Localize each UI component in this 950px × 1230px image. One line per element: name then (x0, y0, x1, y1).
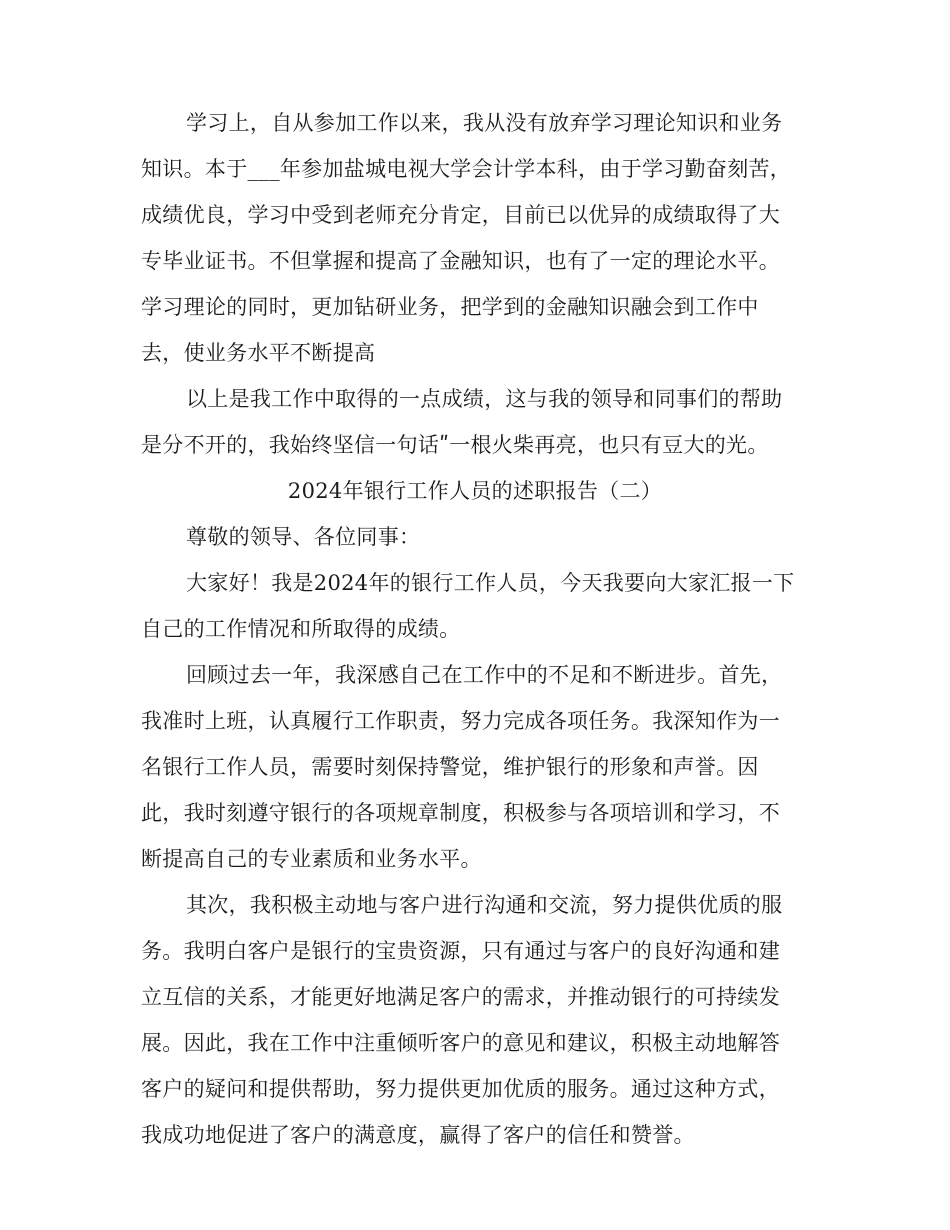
paragraph-line: 是分不开的，我始终坚信一句话ʺ一根火柴再亮，也只有豆大的光。 (141, 433, 769, 457)
paragraph-line: 务。我明白客户是银行的宝贵资源，只有通过与客户的良好沟通和建 (141, 939, 780, 963)
salutation: 尊敬的领导、各位同事： (186, 525, 421, 549)
paragraph-line: 知识。本于___年参加盐城电视大学会计学本科，由于学习勤奋刻苦， (141, 157, 792, 181)
paragraph-line: 展。因此，我在工作中注重倾听客户的意见和建议，积极主动地解答 (141, 1031, 780, 1055)
paragraph-line: 学习上，自从参加工作以来，我从没有放弃学习理论知识和业务 (186, 111, 783, 135)
paragraph-line: 大家好！我是2024年的银行工作人员，今天我要向大家汇报一下 (186, 571, 795, 595)
paragraph-line: 我准时上班，认真履行工作职责，努力完成各项任务。我深知作为一 (141, 709, 780, 733)
paragraph-line: 回顾过去一年，我深感自己在工作中的不足和不断进步。首先， (186, 663, 783, 687)
paragraph-line: 断提高自己的专业素质和业务水平。 (141, 847, 482, 871)
paragraph-line: 学习理论的同时，更加钻研业务，把学到的金融知识融会到工作中 (141, 295, 759, 319)
paragraph-line: 去，使业务水平不断提高 (141, 341, 376, 365)
paragraph-line: 以上是我工作中取得的一点成绩，这与我的领导和同事们的帮助 (186, 387, 783, 411)
paragraph-line: 自己的工作情况和所取得的成绩。 (141, 617, 461, 641)
paragraph-line: 我成功地促进了客户的满意度，赢得了客户的信任和赞誉。 (141, 1123, 695, 1147)
paragraph-line: 专毕业证书。不但掌握和提高了金融知识，也有了一定的理论水平。 (141, 249, 780, 273)
paragraph-line: 此，我时刻遵守银行的各项规章制度，积极参与各项培训和学习，不 (141, 801, 780, 825)
paragraph-line: 立互信的关系，才能更好地满足客户的需求，并推动银行的可持续发 (141, 985, 780, 1009)
paragraph-line: 其次，我积极主动地与客户进行沟通和交流，努力提供优质的服 (186, 893, 783, 917)
section-title: 2024年银行工作人员的述职报告（二） (287, 479, 663, 503)
paragraph-line: 客户的疑问和提供帮助，努力提供更加优质的服务。通过这种方式， (141, 1077, 780, 1101)
paragraph-line: 成绩优良，学习中受到老师充分肯定，目前已以优异的成绩取得了大 (141, 203, 780, 227)
paragraph-line: 名银行工作人员，需要时刻保持警觉，维护银行的形象和声誉。因 (141, 755, 759, 779)
